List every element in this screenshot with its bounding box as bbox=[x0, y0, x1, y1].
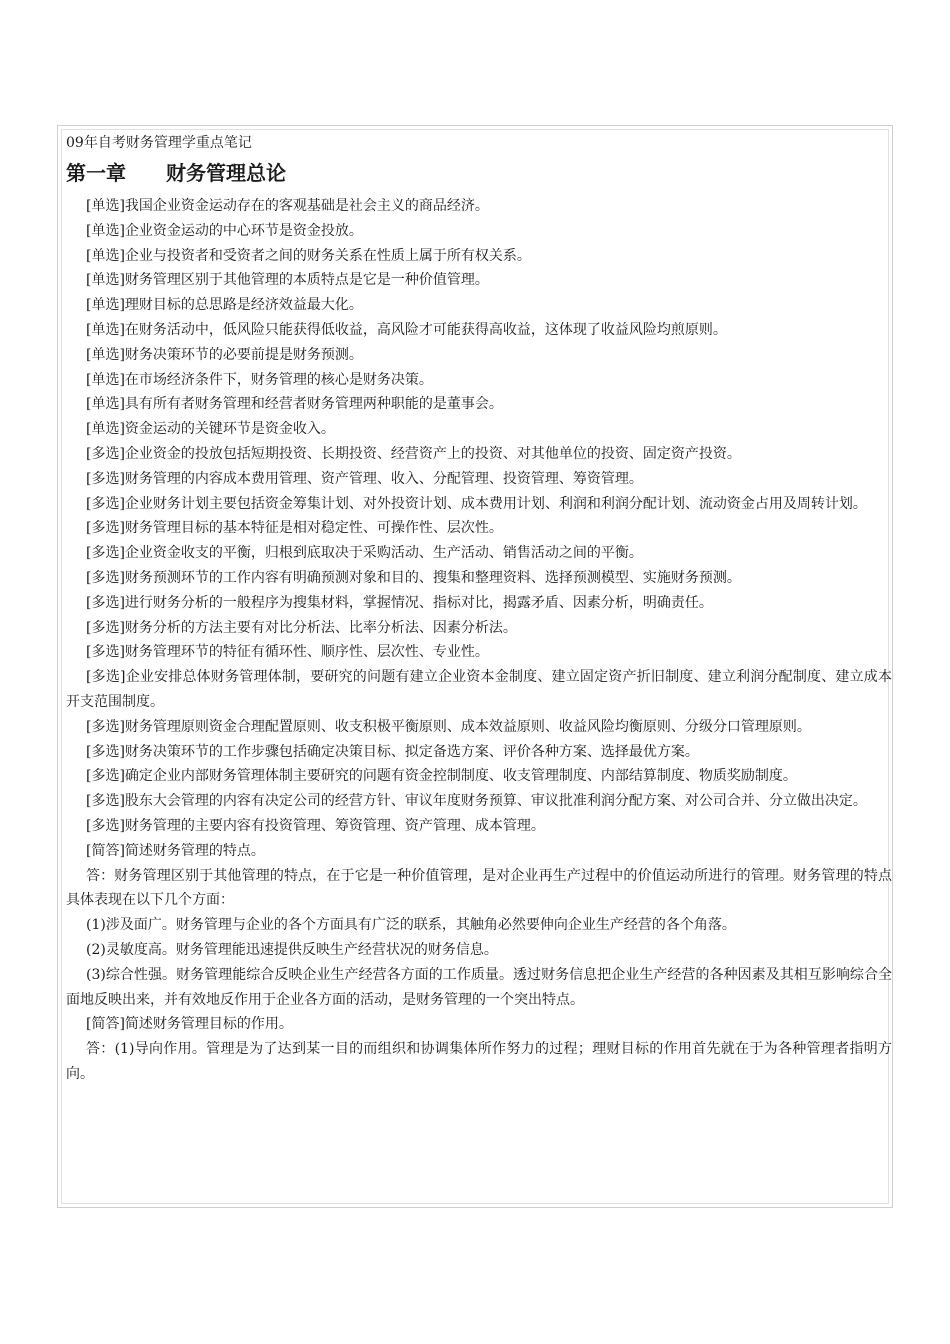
paragraph: [单选]资金运动的关键环节是资金收入。 bbox=[86, 421, 335, 438]
paragraph: [多选]进行财务分析的一般程序为搜集材料，掌握情况、指标对比，揭露矛盾、因素分析，明确责任。 bbox=[86, 594, 713, 611]
paragraph: [多选]企业资金的投放包括短期投资、长期投资、经营资产上的投资、对其他单位的投资、固定资产投资。 bbox=[86, 445, 741, 462]
paragraph: [多选]企业财务计划主要包括资金筹集计划、对外投资计划、成本费用计划、利润和利润分配计划、流动资金占用及周转计划。 bbox=[86, 495, 867, 512]
paragraph: [单选]理财目标的总思路是经济效益最大化。 bbox=[86, 297, 363, 314]
paragraph: [多选]财务管理的内容成本费用管理、资产管理、收入、分配管理、投资管理、筹资管理。 bbox=[86, 470, 643, 487]
paragraph: [单选]具有所有者财务管理和经营者财务管理两种职能的是董事会。 bbox=[86, 396, 503, 413]
paragraph: [多选]确定企业内部财务管理体制主要研究的问题有资金控制制度、收支管理制度、内部结算制度、物质奖励制度。 bbox=[86, 768, 797, 785]
paragraph: (2)灵敏度高。财务管理能迅速提供反映生产经营状况的财务信息。 bbox=[86, 941, 498, 958]
paragraph: [单选]财务管理区别于其他管理的本质特点是它是一种价值管理。 bbox=[86, 272, 489, 289]
paragraph: [单选]在财务活动中，低风险只能获得低收益，高风险才可能获得高收益，这体现了收益风险均煎原则。 bbox=[86, 321, 727, 338]
paragraph: [单选]我国企业资金运动存在的客观基础是社会主义的商品经济。 bbox=[86, 198, 489, 214]
paragraph: [多选]财务预测环节的工作内容有明确预测对象和目的、搜集和整理资料、选择预测模型、实施财务预测。 bbox=[86, 569, 741, 586]
paragraph: [多选]企业资金收支的平衡，归根到底取决于采购活动、生产活动、销售活动之间的平衡。 bbox=[86, 545, 643, 562]
paragraph: 答：财务管理区别于其他管理的特点，在于它是一种价值管理，是对企业再生产过程中的价值运动所进行的管理。财务管理的特点具体表现在以下几个方面： bbox=[66, 867, 892, 909]
paragraph: [多选]财务管理环节的特征有循环性、顺序性、层次性、专业性。 bbox=[86, 644, 489, 661]
paragraph: (1)涉及面广。财务管理与企业的各个方面具有广泛的联系，其触角必然要伸向企业生产经营的各个角落。 bbox=[86, 917, 736, 934]
document-body bbox=[66, 131, 892, 1087]
paragraph: [简答]简述财务管理目标的作用。 bbox=[86, 1016, 293, 1033]
paragraph: 答：(1)导向作用。管理是为了达到某一目的而组织和协调集体所作努力的过程；理财目标的作用首先就在于为各种管理者指明方向。 bbox=[66, 1041, 892, 1082]
paragraph: [简答]简述财务管理的特点。 bbox=[86, 842, 265, 859]
document-title: 09年自考财务管理学重点笔记 bbox=[66, 135, 252, 151]
paragraph: [单选]企业与投资者和受资者之间的财务关系在性质上属于所有权关系。 bbox=[86, 247, 531, 264]
paragraph: [单选]财务决策环节的必要前提是财务预测。 bbox=[86, 346, 363, 363]
paragraph: [多选]财务管理原则资金合理配置原则、收支积极平衡原则、成本效益原则、收益风险均衡原则、分级分口管理原则。 bbox=[86, 718, 811, 735]
paragraph: [多选]财务管理目标的基本特征是相对稳定性、可操作性、层次性。 bbox=[86, 520, 503, 537]
paragraph: [单选]在市场经济条件下，财务管理的核心是财务决策。 bbox=[86, 371, 433, 388]
paragraph: (3)综合性强。财务管理能综合反映企业生产经营各方面的工作质量。透过财务信息把企业生产经营的各种因素及其相互影响综合全面地反映出来，并有效地反作用于企业各方面的活动，是财务管理的一个突出特点。 bbox=[66, 966, 892, 1008]
paragraph: [单选]企业资金运动的中心环节是资金投放。 bbox=[86, 222, 363, 239]
paragraph: [多选]股东大会管理的内容有决定公司的经营方针、审议年度财务预算、审议批准利润分配方案、对公司合并、分立做出决定。 bbox=[86, 793, 867, 810]
paragraph: [多选]财务管理的主要内容有投资管理、筹资管理、资产管理、成本管理。 bbox=[86, 817, 545, 834]
chapter-heading: 第一章 财务管理总论 bbox=[66, 161, 286, 185]
paragraph: [多选]企业安排总体财务管理体制，要研究的问题有建立企业资本金制度、建立固定资产折旧制度、建立利润分配制度、建立成本开支范围制度。 bbox=[66, 669, 892, 710]
paragraph: [多选]财务决策环节的工作步骤包括确定决策目标、拟定备选方案、评价各种方案、选择最优方案。 bbox=[86, 743, 699, 760]
paragraph: [多选]财务分析的方法主要有对比分析法、比率分析法、因素分析法。 bbox=[86, 619, 517, 636]
